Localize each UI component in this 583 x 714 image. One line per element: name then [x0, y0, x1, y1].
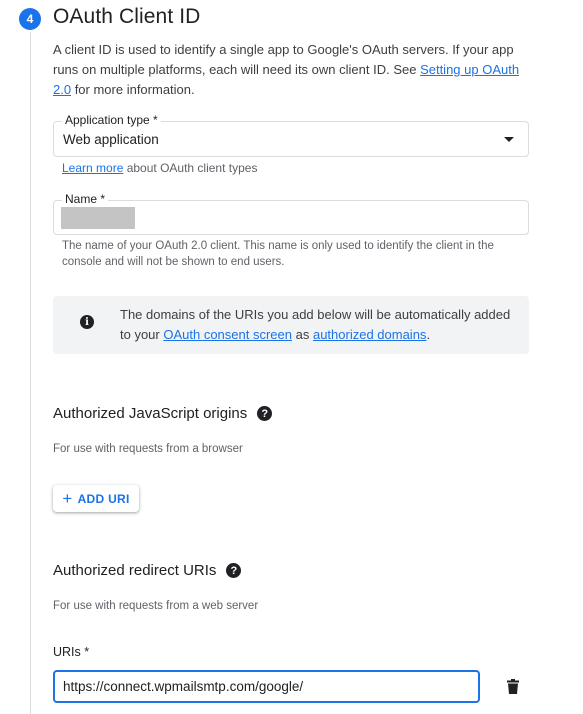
- setting-up-oauth-link[interactable]: Setting up OAuth 2.0: [53, 62, 520, 97]
- step-number-badge: 4: [19, 8, 41, 30]
- info-banner: [53, 296, 529, 354]
- redacted-name-value: [61, 207, 135, 229]
- name-hint: The name of your OAuth 2.0 client. This name is only used to identify the client in the console and will not be shown to end users.: [62, 240, 494, 268]
- name-label: Name *: [62, 192, 108, 206]
- help-icon[interactable]: ?: [257, 406, 272, 421]
- uri-input[interactable]: [53, 670, 480, 703]
- redirect-uris-title: Authorized redirect URIs: [53, 562, 217, 579]
- uris-label: URIs *: [53, 645, 90, 659]
- js-origins-subtitle: For use with requests from a browser: [53, 443, 243, 455]
- learn-more-link[interactable]: Learn more: [62, 161, 124, 175]
- add-uri-button[interactable]: [53, 485, 139, 512]
- application-type-select[interactable]: [53, 113, 529, 157]
- uri-value: https://connect.wpmailsmtp.com/google/: [63, 679, 304, 694]
- intro-body: A client ID is used to identify a single app to Google's OAuth servers. If your app runs on multiple platforms, each will need its own client ID. See: [53, 42, 514, 77]
- application-type-label: Application type *: [62, 113, 161, 127]
- name-input[interactable]: [53, 192, 529, 235]
- learn-more-row: [62, 160, 257, 176]
- plus-icon: +: [62, 489, 73, 508]
- help-icon[interactable]: ?: [226, 563, 241, 578]
- info-text-middle: as: [292, 327, 313, 342]
- dropdown-arrow-icon[interactable]: [504, 137, 514, 142]
- learn-more-suffix: about OAuth client types: [123, 161, 258, 175]
- intro-text: [53, 40, 523, 100]
- redirect-uris-subtitle: For use with requests from a web server: [53, 600, 259, 612]
- application-type-value: Web application: [63, 132, 159, 147]
- js-origins-title: Authorized JavaScript origins: [53, 405, 248, 422]
- js-origins-heading: [53, 405, 272, 422]
- info-icon: i: [80, 315, 94, 329]
- oauth-consent-screen-link[interactable]: OAuth consent screen: [163, 327, 292, 342]
- info-text-suffix: .: [426, 327, 431, 342]
- page-title: OAuth Client ID: [53, 5, 201, 28]
- add-uri-label: ADD URI: [77, 491, 130, 506]
- step-connector-line: [30, 32, 31, 714]
- intro-suffix: for more information.: [71, 82, 195, 97]
- redirect-uris-heading: [53, 562, 241, 579]
- info-text: [120, 305, 520, 345]
- info-text-prefix: The domains of the URIs you add below will be automatically added to your: [120, 307, 511, 342]
- trash-icon[interactable]: [507, 679, 519, 694]
- authorized-domains-link[interactable]: authorized domains: [312, 327, 427, 342]
